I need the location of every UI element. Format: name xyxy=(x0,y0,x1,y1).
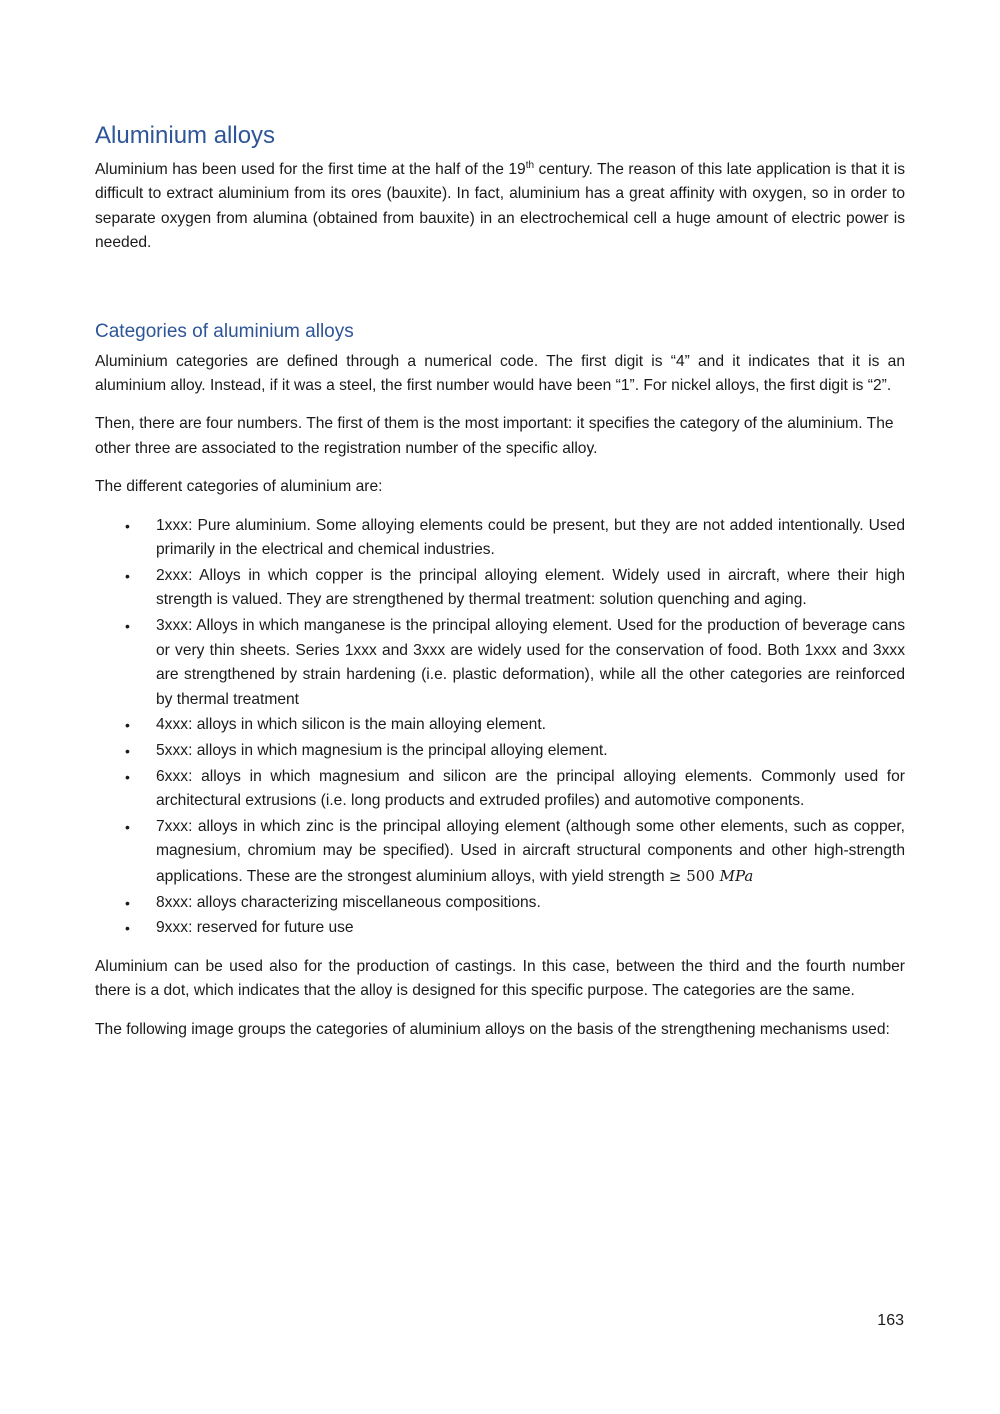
list-item xyxy=(95,564,905,613)
castings-paragraph: Aluminium can be used also for the production of castings. In this case, between the third and the fourth number there is a dot, which indicates that the alloy is designed for this specific purpose. The categories are the same. xyxy=(95,957,905,1000)
bullet-icon: • xyxy=(125,894,130,911)
yield-strength-math xyxy=(669,867,754,885)
code-paragraph: Aluminium categories are defined through a numerical code. The first digit is “4” and it indicates that it is an aluminium alloy. Instead, if it was a steel, the first number would have been “1”. For nickel alloys, the first digit is “2”. xyxy=(95,352,905,395)
category-text: 2xxx: Alloys in which copper is the principal alloying element. Widely used in aircraft, where their high strength is valued. They are strengthened by thermal treatment: solution quenching and aging. xyxy=(156,566,905,609)
category-text: 5xxx: alloys in which magnesium is the principal alloying element. xyxy=(156,742,608,759)
document-page xyxy=(95,118,905,1042)
list-item xyxy=(95,614,905,712)
image-intro-paragraph: The following image groups the categories of aluminium alloys on the basis of the strengthening mechanisms used: xyxy=(95,1020,890,1038)
bullet-icon: • xyxy=(125,920,130,937)
list-item xyxy=(95,739,905,764)
intro-text-end: century. The reason of this late application is that it is difficult to extract aluminium from its ores (bauxite). In fact, aluminium has a great affinity with oxygen, so in order to separate oxygen from alumina (obtained from bauxite) in an electrochemical cell a huge amount of electric power is needed. xyxy=(95,161,905,252)
category-text: 3xxx: Alloys in which manganese is the principal alloying element. Used for the production of beverage cans or very thin sheets. Series 1xxx and 3xxx are widely used for the conservation of food. Both 1xxx and 3xxx are strengthened by strain hardening (i.e. plastic deformation), while all the other categories are reinforced by thermal treatment xyxy=(156,617,905,708)
math-symbol: ≥ xyxy=(668,866,682,885)
category-text: 7xxx: alloys in which zinc is the principal alloying element (although some other elements, such as copper, magnesium, chromium may be specified). Used in aircraft structural components and other high-strength applications. These are the strongest aluminium alloys, with yield strength xyxy=(156,817,905,885)
numbers-paragraph: Then, there are four numbers. The first of them is the most important: it specifies the category of the aluminium. The other three are associated to the registration number of the specific alloy. xyxy=(95,415,894,457)
main-heading: Aluminium alloys xyxy=(95,122,276,149)
list-intro-paragraph: The different categories of aluminium are: xyxy=(95,478,383,496)
list-item xyxy=(95,713,905,738)
math-value: 500 xyxy=(686,866,715,885)
list-item xyxy=(95,765,905,814)
intro-superscript: th xyxy=(525,160,535,171)
bullet-icon: • xyxy=(125,818,130,835)
category-text: 4xxx: alloys in which silicon is the main alloying element. xyxy=(156,716,547,734)
intro-paragraph xyxy=(95,158,905,256)
bullet-icon: • xyxy=(125,567,130,584)
bullet-icon: • xyxy=(125,717,130,734)
category-text: 1xxx: Pure aluminium. Some alloying elements could be present, but they are not added intentionally. Used primarily in the electrical and chemical industries. xyxy=(156,516,905,559)
math-unit: MPa xyxy=(719,866,754,885)
page-number: 163 xyxy=(877,1312,904,1329)
list-item xyxy=(95,916,905,941)
list-item xyxy=(95,514,905,563)
bullet-icon: • xyxy=(125,743,130,759)
bullet-icon: • xyxy=(125,517,130,534)
category-text: 6xxx: alloys in which magnesium and silicon are the principal alloying elements. Commonly used for architectural extrusions (i.e. long products and extruded profiles) and automotive components. xyxy=(156,767,905,810)
bullet-icon: • xyxy=(125,768,130,785)
category-text: 9xxx: reserved for future use xyxy=(156,919,354,937)
list-item xyxy=(95,891,905,916)
categories-list xyxy=(95,514,905,941)
list-item xyxy=(95,815,905,890)
bullet-icon: • xyxy=(125,618,130,635)
sub-heading: Categories of aluminium alloys xyxy=(95,320,354,342)
intro-text-start: Aluminium has been used for the first time at the half of the 19 xyxy=(95,161,526,178)
category-text: 8xxx: alloys characterizing miscellaneous compositions. xyxy=(156,893,541,911)
